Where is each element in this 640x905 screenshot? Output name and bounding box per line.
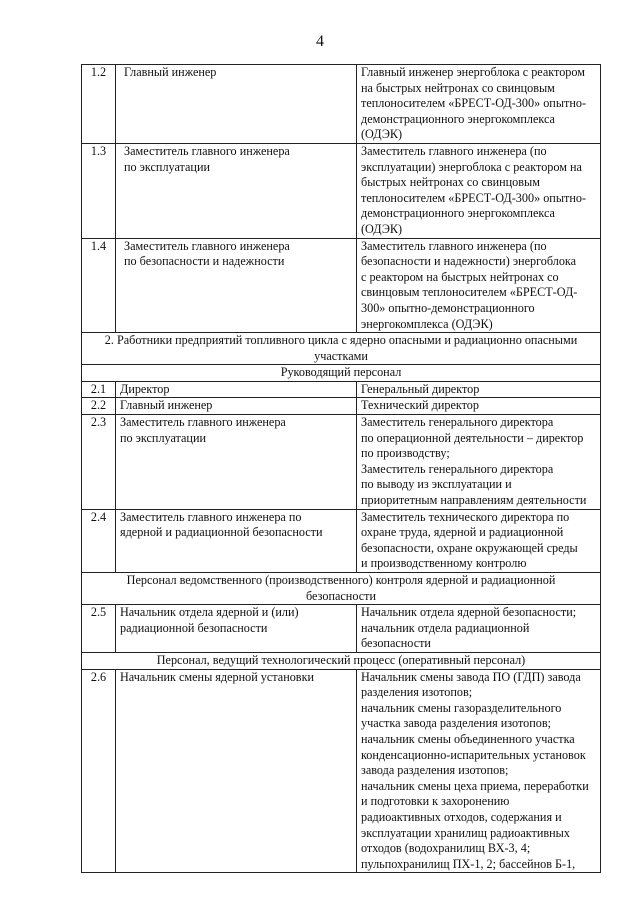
position-equivalent	[357, 381, 601, 398]
positions-table-body	[82, 65, 601, 873]
position-equivalent	[357, 509, 601, 572]
position-current-line: Заместитель главного инженера	[120, 415, 286, 430]
position-current-line: Директор	[120, 381, 170, 396]
position-equivalent-line: Генеральный директор	[361, 381, 480, 396]
row-number: 1.2	[82, 65, 116, 144]
table-row	[82, 65, 601, 144]
position-equivalent-line: радиоактивных отходов, содержания и	[361, 809, 562, 824]
row-number: 2.4	[82, 509, 116, 572]
position-current	[116, 509, 357, 572]
table-row	[82, 143, 601, 238]
position-current-line: Главный инженер	[120, 398, 213, 413]
position-equivalent	[357, 605, 601, 653]
position-equivalent-line: пульпохранилищ ПХ-1, 2; бассейнов Б-1,	[361, 856, 576, 871]
row-number: 2.2	[82, 398, 116, 415]
position-current-line: по эксплуатации	[124, 159, 211, 174]
positions-table	[81, 64, 601, 873]
position-equivalent-line: конденсационно-испарительных установок	[361, 747, 586, 762]
section-header-line: Руководящий персонал	[280, 365, 402, 380]
position-equivalent	[357, 65, 601, 144]
section-header	[82, 652, 601, 669]
position-equivalent-line: теплоносителем «БРЕСТ-ОД-300» опытно-	[361, 96, 587, 111]
position-equivalent-line: безопасности, охране окружающей среды	[361, 540, 578, 555]
section-header	[82, 365, 601, 382]
position-equivalent-line: свинцовым теплоносителем «БРЕСТ-ОД-	[361, 285, 578, 300]
position-equivalent	[357, 669, 601, 873]
position-equivalent-line: демонстрационного энергокомплекса	[361, 206, 555, 221]
position-equivalent	[357, 398, 601, 415]
position-equivalent	[357, 143, 601, 238]
position-current	[116, 415, 357, 510]
position-equivalent-line: эксплуатации) энергоблока с реактором на	[361, 159, 582, 174]
position-equivalent	[357, 238, 601, 333]
row-number: 2.1	[82, 381, 116, 398]
position-equivalent-line: по производству;	[361, 446, 450, 461]
position-current-line: Начальник отдела ядерной и (или)	[120, 605, 299, 620]
row-number: 2.5	[82, 605, 116, 653]
position-current-line: по эксплуатации	[120, 430, 207, 445]
position-equivalent-line: приоритетным направлениям деятельности	[361, 493, 587, 508]
section-header	[82, 333, 601, 365]
position-equivalent-line: Начальник отдела ядерной безопасности;	[361, 605, 577, 620]
table-row	[82, 381, 601, 398]
section-header-line: участками	[314, 348, 368, 363]
position-equivalent-line: по операционной деятельности – директор	[361, 430, 584, 445]
position-current	[116, 238, 357, 333]
table-row	[82, 238, 601, 333]
row-number: 1.4	[82, 238, 116, 333]
position-equivalent-line: начальник отдела радиационной	[361, 620, 530, 635]
section-header-row	[82, 652, 601, 669]
position-equivalent-line: Заместитель главного инженера (по	[361, 143, 547, 158]
section-header	[82, 573, 601, 605]
position-equivalent-line: энергокомплекса (ОДЭК)	[361, 316, 493, 331]
position-equivalent-line: участка завода разделения изотопов;	[361, 716, 551, 731]
position-equivalent-line: Главный инженер энергоблока с реактором	[361, 65, 585, 79]
table-row	[82, 669, 601, 873]
position-equivalent-line: Технический директор	[361, 398, 479, 413]
section-header-line: Персонал ведомственного (производственного) контроля ядерной и радиационной	[126, 573, 556, 587]
position-equivalent-line: безопасности и надежности) энергоблока	[361, 254, 577, 269]
table-row	[82, 415, 601, 510]
position-equivalent-line: Заместитель генерального директора	[361, 461, 554, 476]
table-row	[82, 605, 601, 653]
position-equivalent-line: 300» опытно-демонстрационного	[361, 300, 535, 315]
position-equivalent-line: и производственному контролю	[361, 556, 527, 571]
position-current	[116, 605, 357, 653]
position-equivalent-line: завода разделения изотопов;	[361, 763, 509, 778]
page-number: 4	[316, 33, 324, 50]
row-number: 2.3	[82, 415, 116, 510]
position-current-line: Начальник смены ядерной установки	[120, 669, 315, 684]
position-equivalent-line: безопасности	[361, 636, 431, 651]
position-equivalent-line: и подготовки к захоронению	[361, 794, 510, 809]
position-equivalent-line: демонстрационного энергокомплекса	[361, 111, 555, 126]
row-number: 2.6	[82, 669, 116, 873]
position-equivalent-line: начальник смены объединенного участка	[361, 731, 575, 746]
section-header-line: безопасности	[306, 588, 376, 603]
position-current	[116, 381, 357, 398]
section-header-line: 2. Работники предприятий топливного цикла с ядерно опасными и радиационно опасными	[104, 333, 578, 348]
position-equivalent	[357, 415, 601, 510]
position-current	[116, 143, 357, 238]
section-header-row	[82, 333, 601, 365]
position-current	[116, 398, 357, 415]
position-equivalent-line: Заместитель главного инженера (по	[361, 238, 547, 253]
position-current-line: ядерной и радиационной безопасности	[120, 525, 323, 540]
position-equivalent-line: с реактором на быстрых нейтронах со	[361, 269, 559, 284]
position-equivalent-line: охране труда, ядерной и радиационной	[361, 525, 564, 540]
position-equivalent-line: начальник смены цеха приема, переработки	[361, 778, 589, 793]
section-header-row	[82, 365, 601, 382]
position-current-line: Заместитель главного инженера	[124, 238, 290, 253]
position-equivalent-line: начальник смены газоразделительного	[361, 700, 562, 715]
position-current-line: по безопасности и надежности	[124, 254, 285, 269]
position-current	[116, 669, 357, 873]
position-equivalent-line: (ОДЭК)	[361, 221, 403, 236]
position-current	[116, 65, 357, 144]
table-row	[82, 509, 601, 572]
position-equivalent-line: быстрых нейтронах со свинцовым	[361, 175, 540, 190]
position-equivalent-line: по выводу из эксплуатации и	[361, 477, 512, 492]
position-current-line: радиационной безопасности	[120, 620, 268, 635]
position-current-line: Главный инженер	[124, 65, 217, 79]
position-equivalent-line: Заместитель генерального директора	[361, 415, 554, 430]
section-header-row	[82, 573, 601, 605]
position-current-line: Заместитель главного инженера по	[120, 509, 302, 524]
position-equivalent-line: (ОДЭК)	[361, 127, 403, 142]
position-equivalent-line: отходов (водохранилищ ВХ-3, 4;	[361, 841, 531, 856]
position-equivalent-line: на быстрых нейтронах со свинцовым	[361, 80, 555, 95]
position-equivalent-line: эксплуатации хранилищ радиоактивных	[361, 825, 570, 840]
position-equivalent-line: Начальник смены завода ПО (ГДП) завода	[361, 669, 581, 684]
position-current-line: Заместитель главного инженера	[124, 143, 290, 158]
table-row	[82, 398, 601, 415]
position-equivalent-line: разделения изотопов;	[361, 685, 473, 700]
row-number: 1.3	[82, 143, 116, 238]
position-equivalent-line: Заместитель технического директора по	[361, 509, 570, 524]
position-equivalent-line: теплоносителем «БРЕСТ-ОД-300» опытно-	[361, 190, 587, 205]
section-header-line: Персонал, ведущий технологический процесс (оперативный персонал)	[156, 652, 526, 667]
